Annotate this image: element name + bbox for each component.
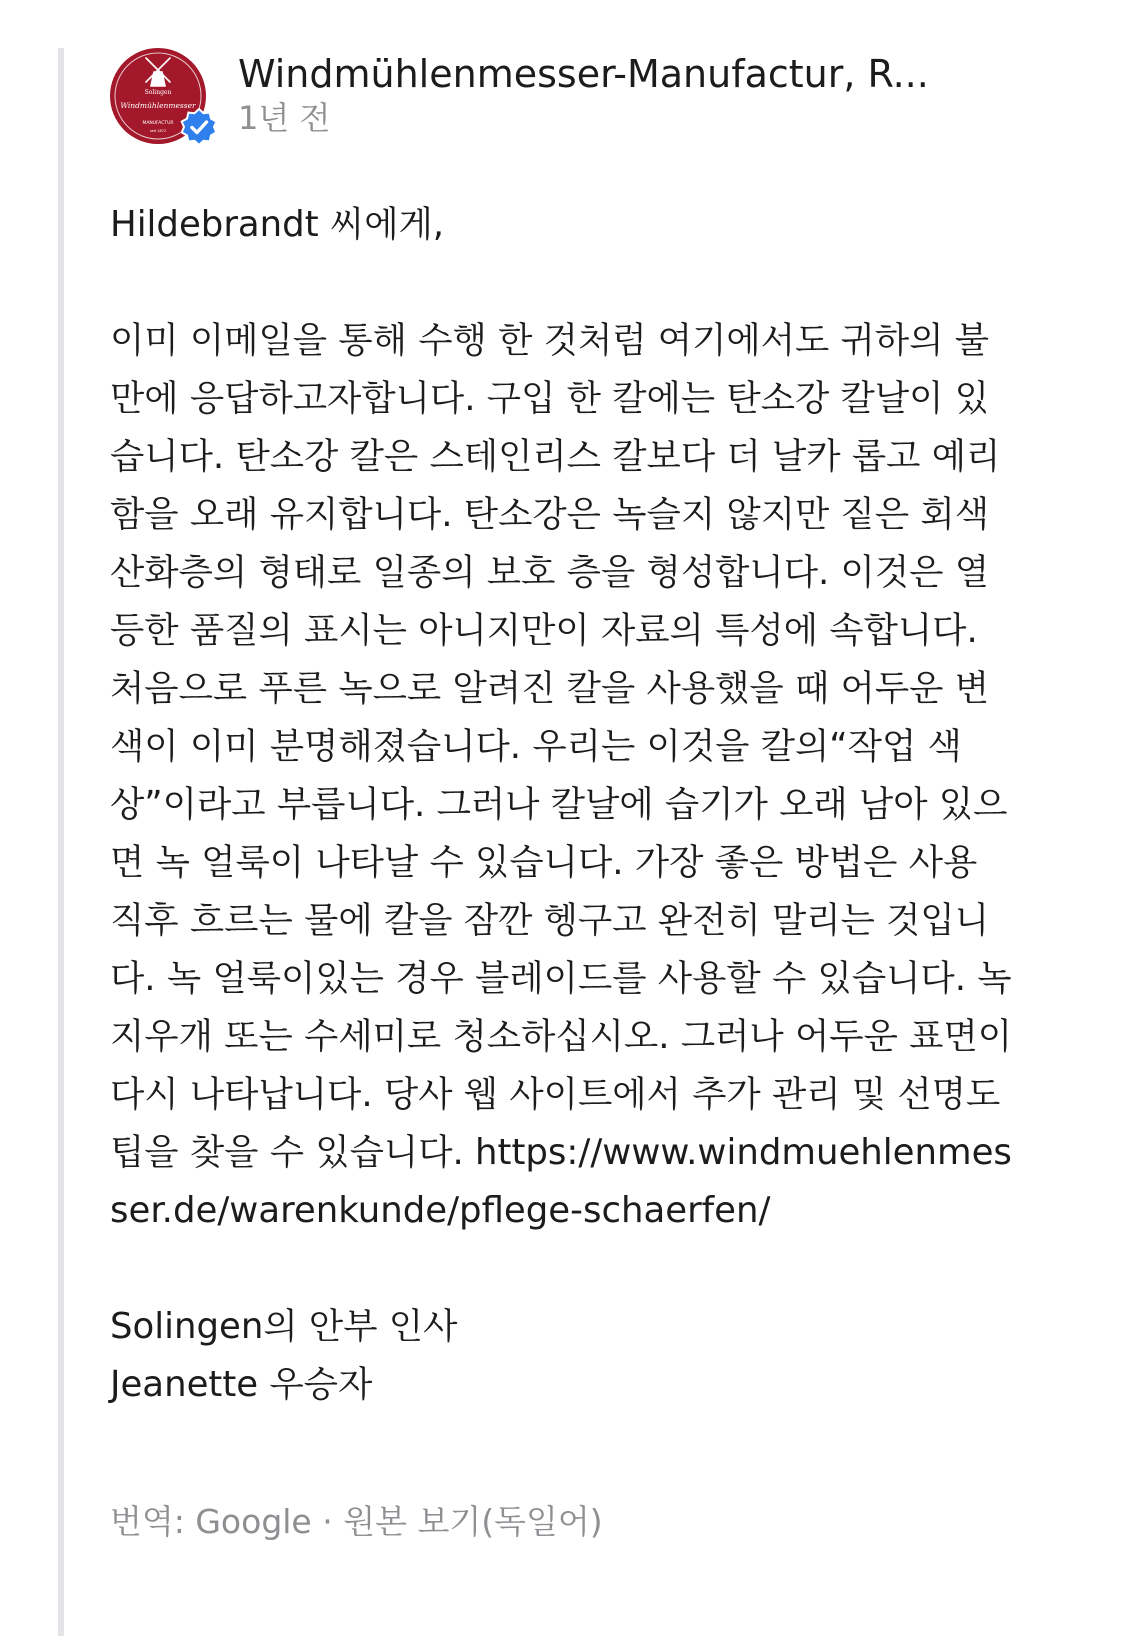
post-header: [110, 48, 1070, 148]
closing-line: Solingen의 안부 인사: [110, 1306, 458, 1347]
message-body: [110, 196, 1015, 1414]
translation-separator: ·: [311, 1502, 344, 1541]
message-paragraph: 이미 이메일을 통해 수행 한 것처럼 여기에서도 귀하의 불만에 응답하고자합니다. 구입 한 칼에는 탄소강 칼날이 있습니다. 탄소강 칼은 스테인리스 칼보다 더 날카 롭고 예리함을 오래 유지합니다. 탄소강은 녹슬지 않지만 짙은 회색 산화층의 형태로 일종의 보호 층을 형성합니다. 이것은 열등한 품질의 표시는 아니지만이 자료의 특성에 속합니다. 처음으로 푸른 녹으로 알려진 칼을 사용했을 때 어두운 변색이 이미 분명해졌습니다. 우리는 이것을 칼의“작업 색상”이라고 부릅니다. 그러나 칼날에 습기가 오래 남아 있으면 녹 얼룩이 나타날 수 있습니다. 가장 좋은 방법은 사용 직후 흐르는 물에 칼을 잠깐 헹구고 완전히 말리는 것입니다. 녹 얼룩이있는 경우 블레이드를 사용할 수 있습니다. 녹 지우개 또는 수세미로 청소하십시오. 그러나 어두운 표면이 다시 나타납니다. 당사 웹 사이트에서 추가 관리 및 선명도 팁을 찾을 수 있습니다. https://www.windmuehlenmesser.de/warenkunde/pflege-schaerfen/: [110, 320, 1013, 1231]
logo-brand-text: Windmühlenmesser: [120, 101, 196, 110]
page-name[interactable]: Windmühlenmesser-Manufactur, R...: [238, 52, 929, 96]
logo-since-text: seit 1872: [149, 129, 167, 133]
post-timestamp[interactable]: 1년 전: [238, 99, 331, 137]
reply-thread-line: [58, 48, 64, 1636]
avatar[interactable]: [110, 48, 206, 144]
signature-line: Jeanette 우승자: [110, 1364, 373, 1405]
translation-info: [110, 1500, 603, 1544]
paragraph-gap: [110, 1240, 1015, 1298]
greeting-text: Hildebrandt 씨에게,: [110, 204, 445, 245]
paragraph-gap: [110, 254, 1015, 312]
translation-label: 번역: Google: [110, 1502, 312, 1541]
see-original-link[interactable]: 원본 보기(독일어): [343, 1502, 603, 1541]
logo-top-text: Solingen: [144, 89, 172, 96]
verified-check-icon: [180, 108, 218, 146]
logo-bottom-text: MANUFACTUR: [142, 121, 174, 126]
